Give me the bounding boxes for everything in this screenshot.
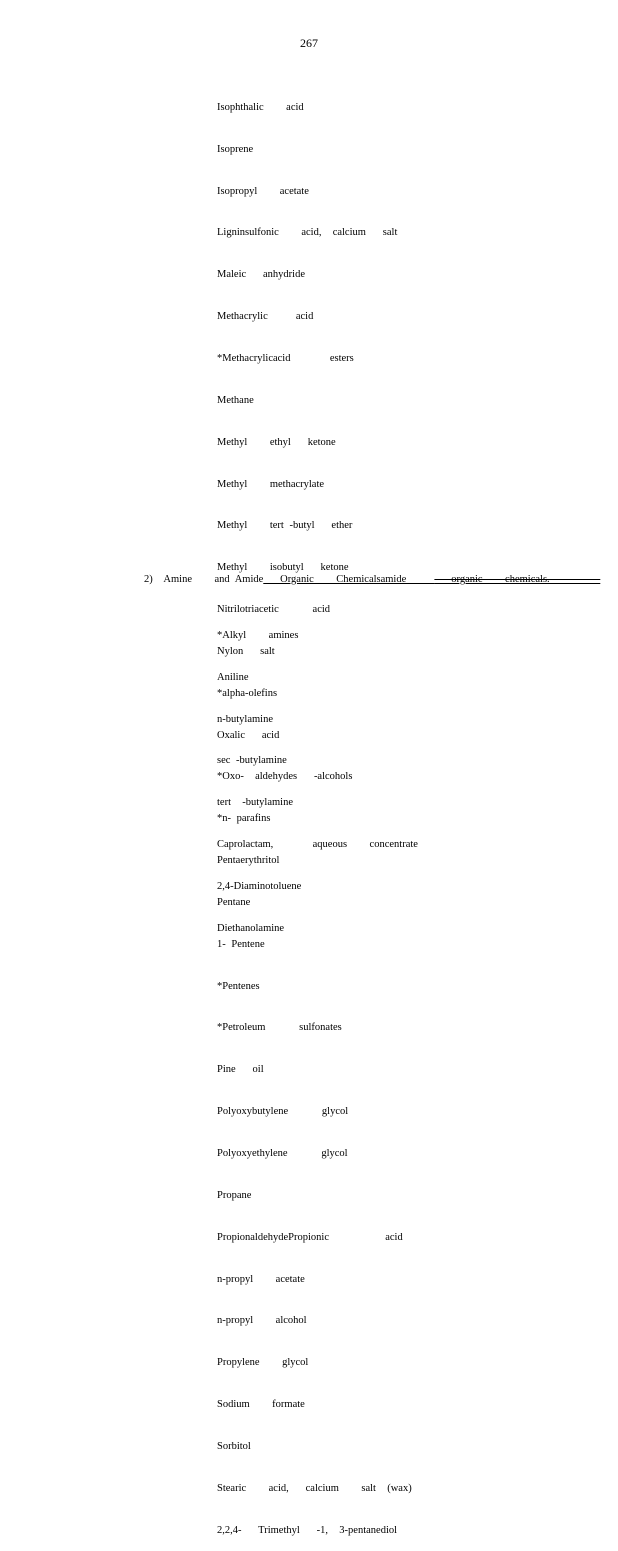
chemical-list-2: [217, 601, 418, 950]
list-item: Ligninsulfonic acid, calcium salt: [217, 227, 398, 239]
list-item: Nitrilotriacetic acid: [217, 604, 331, 616]
list-item: *Methacrylicacid esters: [217, 352, 354, 364]
list-item: *Pentenes: [217, 980, 260, 992]
page-number: 267: [300, 36, 318, 50]
list-item: Propane: [217, 1189, 252, 1201]
list-item: *Petroleum sulfonates: [217, 1022, 342, 1034]
list-item: Methyl tert -butyl ether: [217, 520, 353, 532]
list-item: n-propyl acetate: [217, 1273, 305, 1285]
list-item: Diethanolamine: [217, 922, 285, 934]
list-item: Pentane: [217, 896, 251, 908]
list-item: Propylene glycol: [217, 1357, 309, 1369]
list-item: Aniline: [217, 671, 249, 683]
list-item: Methane: [217, 394, 254, 406]
list-item: PropionaldehydePropionic acid: [217, 1231, 403, 1243]
list-item: Methyl isobutyl ketone: [217, 562, 349, 574]
list-item: n-butylamine: [217, 713, 273, 725]
list-item: Oxalic acid: [217, 729, 280, 741]
section-heading-struck: organic chemicals.: [434, 574, 601, 585]
list-item: *alpha-olefins: [217, 687, 278, 699]
list-item: Isophthalic acid: [217, 101, 304, 113]
list-item: Stearic acid, calcium salt (wax): [217, 1482, 412, 1494]
list-item: Caprolactam, aqueous concentrate: [217, 839, 418, 851]
list-item: tert -butylamine: [217, 797, 293, 809]
section-heading-prefix: 2) Amine and Amide: [144, 574, 264, 585]
list-item: Sorbitol: [217, 1440, 251, 1452]
list-item: Isoprene: [217, 143, 254, 155]
list-item: Sodium formate: [217, 1399, 305, 1411]
list-item: Methyl ethyl ketone: [217, 436, 336, 448]
section-heading-amine-amide: [144, 573, 600, 587]
list-item: *Oxo- aldehydes -alcohols: [217, 771, 353, 783]
list-item: Polyoxyethylene glycol: [217, 1148, 348, 1159]
list-item: Nylon salt: [217, 645, 275, 657]
list-item: *n- parafins: [217, 813, 271, 825]
list-item: Methacrylic acid: [217, 311, 314, 323]
list-item: Pentaerythritol: [217, 855, 280, 867]
list-item: Methyl methacrylate: [217, 478, 325, 490]
list-item: Maleic anhydride: [217, 269, 306, 281]
list-item: *Alkyl amines: [217, 629, 299, 641]
list-item: 2,2,4- Trimethyl -1, 3-pentanediol: [217, 1524, 398, 1536]
list-item: Pine oil: [217, 1064, 264, 1076]
list-item: n-propyl alcohol: [217, 1315, 307, 1327]
section-heading-underlined: Organic Chemicalsamide: [263, 574, 435, 585]
list-item: sec -butylamine: [217, 755, 287, 767]
list-item: 2,4-Diaminotoluene: [217, 880, 302, 892]
list-item: 1- Pentene: [217, 938, 265, 950]
list-item: Polyoxybutylene glycol: [217, 1106, 349, 1118]
list-item: Isopropyl acetate: [217, 185, 309, 197]
